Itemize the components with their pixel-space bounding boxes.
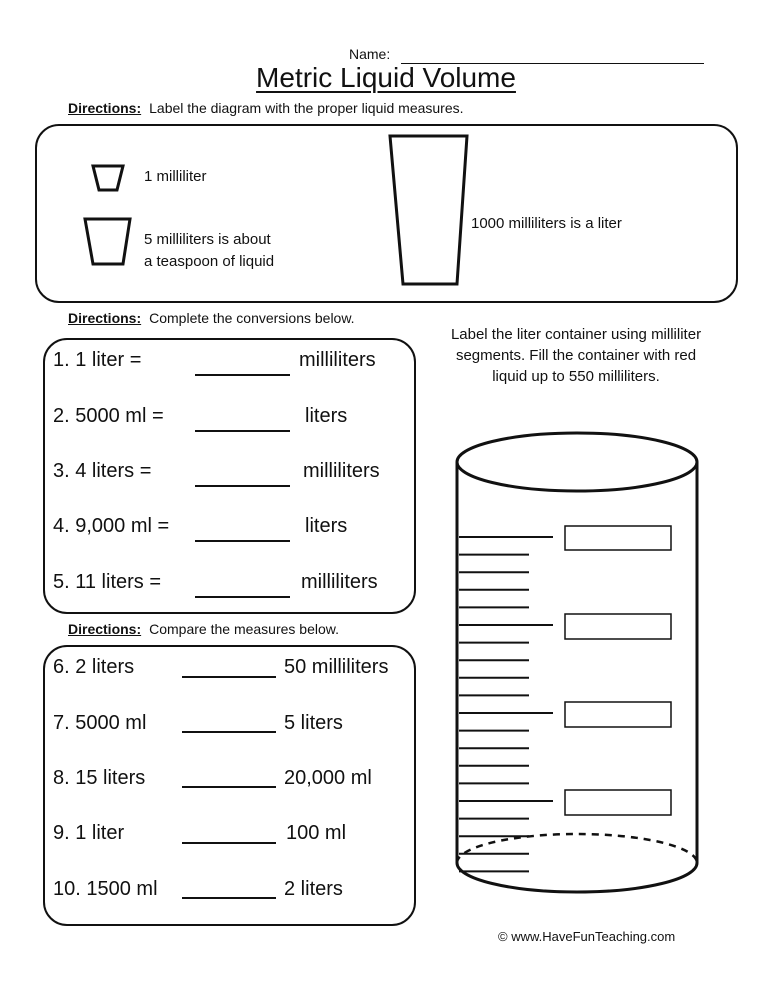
compare-right-7: 5 liters [284, 712, 343, 734]
directions-2-label: Directions: [68, 310, 142, 326]
compare-left-6: 6. 2 liters [53, 656, 135, 678]
conversion-unit-5: milliliters [301, 571, 378, 593]
compare-right-8: 20,000 ml [284, 767, 372, 789]
directions-1-text: Label the diagram with the proper liquid measures. [149, 100, 464, 116]
five-ml-label-line1: 5 milliliters is about [144, 231, 271, 248]
graduation-ticks [459, 537, 553, 871]
compare-left-9: 9. 1 liter [53, 822, 125, 844]
label-box-4[interactable] [565, 790, 671, 815]
directions-2-text: Complete the conversions below. [149, 310, 355, 326]
directions-3-label: Directions: [68, 621, 142, 637]
conversion-unit-4: liters [305, 515, 348, 537]
conversion-unit-3: milliliters [303, 460, 380, 482]
compare-right-9: 100 ml [286, 822, 347, 844]
compare-right-10: 2 liters [284, 878, 343, 900]
conversion-unit-1: milliliters [299, 349, 376, 371]
conversion-question-2: 2. 5000 ml = [53, 405, 164, 427]
page-title-text: Metric Liquid Volume [256, 62, 516, 93]
name-label: Name: [349, 46, 391, 62]
conversion-question-4: 4. 9,000 ml = [53, 515, 170, 537]
one-ml-label: 1 milliliter [144, 168, 207, 185]
copyright: © www.HaveFunTeaching.com [498, 929, 676, 944]
container-rim [457, 433, 697, 491]
compare-left-7: 7. 5000 ml [53, 712, 147, 734]
container-bottom-back [457, 834, 697, 863]
conversion-question-3: 3. 4 liters = [53, 460, 152, 482]
directions-3-text: Compare the measures below. [149, 621, 339, 637]
compare-right-6: 50 milliliters [284, 656, 389, 678]
label-box-3[interactable] [565, 702, 671, 727]
conversion-unit-2: liters [305, 405, 348, 427]
label-box-2[interactable] [565, 614, 671, 639]
conversion-question-1: 1. 1 liter = [53, 349, 142, 371]
container-bottom-front [457, 863, 697, 892]
compare-left-10: 10. 1500 ml [53, 878, 158, 900]
directions-1-label: Directions: [68, 100, 142, 116]
conversion-question-5: 5. 11 liters = [53, 571, 162, 593]
container-instructions: Label the liter container using milliliter segments. Fill the container with red liquid up to 550 milliliters. [450, 326, 702, 385]
compare-left-8: 8. 15 liters [53, 767, 146, 789]
liter-label: 1000 milliliters is a liter [471, 215, 622, 232]
five-ml-label-line2: a teaspoon of liquid [144, 253, 275, 270]
label-box-1[interactable] [565, 526, 671, 550]
